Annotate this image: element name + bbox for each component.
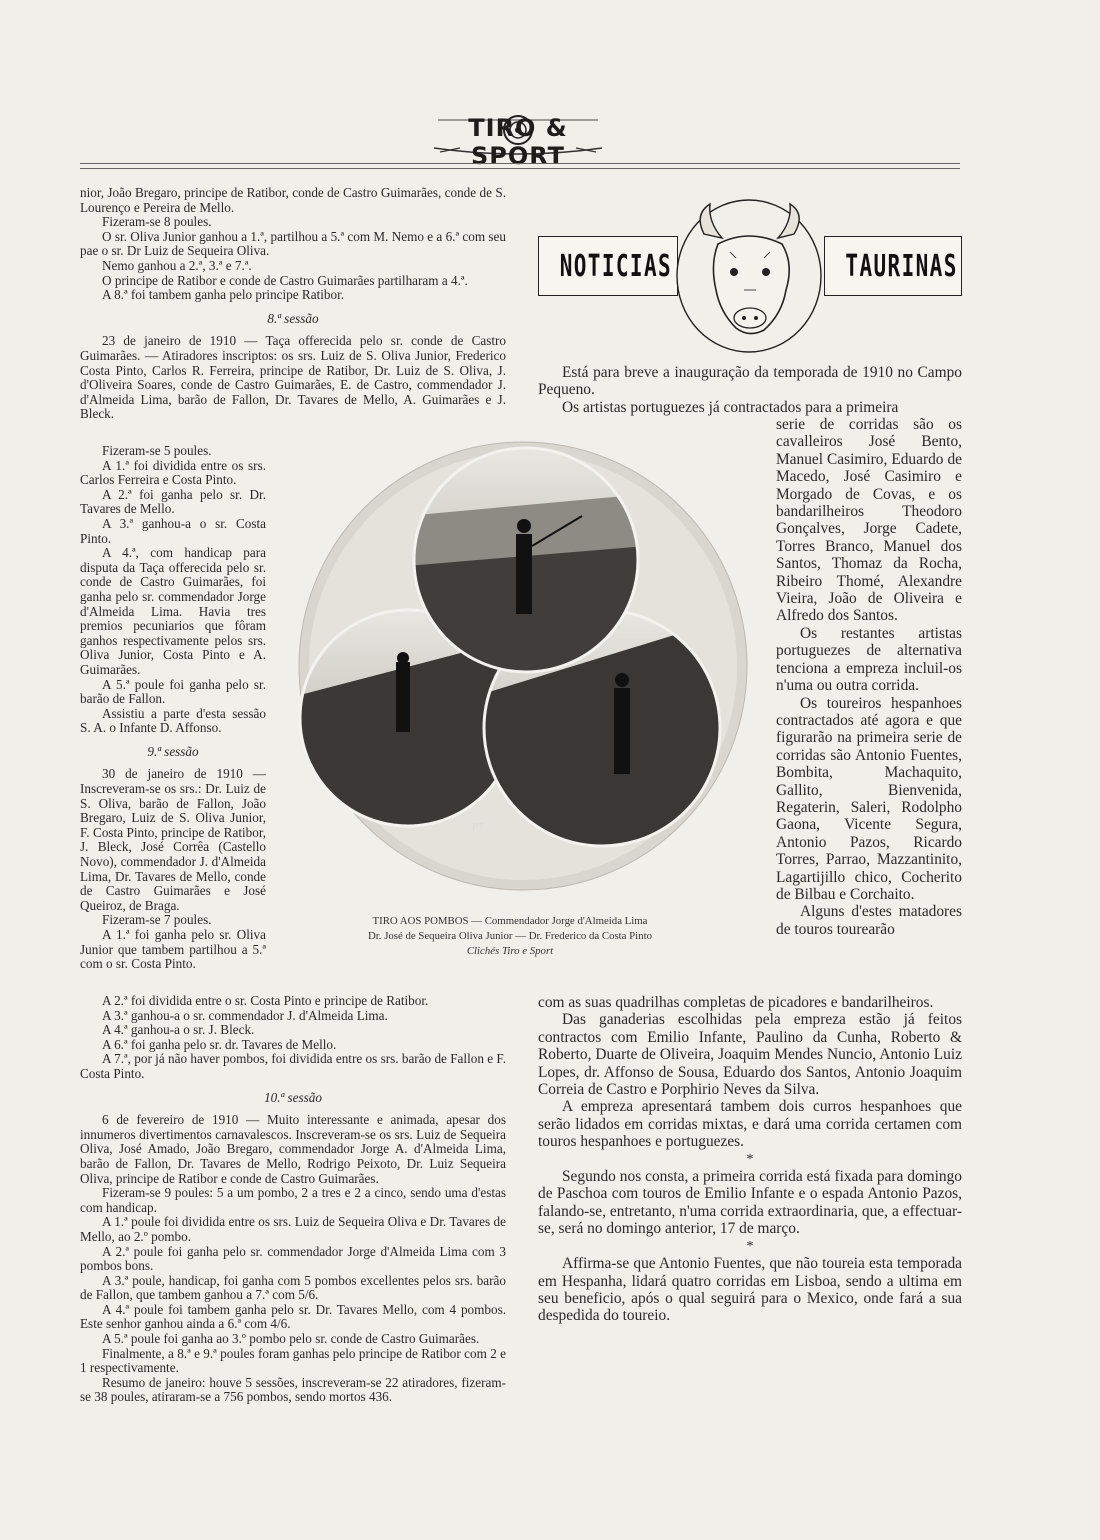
session-paragraph: Finalmente, a 8.ª e 9.ª poules foram ganhas pelo principe de Ratibor com 2 e 1 respectivamente. <box>80 1345 506 1376</box>
noticias-narrow <box>776 416 962 938</box>
noticias-intro <box>538 364 962 416</box>
header-right-box <box>824 236 962 296</box>
monogram-icon: PT <box>472 822 485 833</box>
left-intro-block <box>80 186 506 422</box>
text-line: A 8.ª foi tambem ganha pelo principe Ratibor. <box>102 287 345 303</box>
news-paragraph: Segundo nos consta, a primeira corrida está fixada para domingo de Paschoa com touros de Emilio Infante e o espada Antonio Pazos, falando-se, entretanto, n'uma corrida extraordinaria, que, a effectuar-se, será no domingo anterior, 17 de março. <box>538 1168 962 1238</box>
session-paragraph: 23 de janeiro de 1910 — Taça offerecida pelo sr. conde de Castro Guimarães. — Atiradores inscriptos: os srs. Luiz de S. Oliva Junior, Frederico Costa Pinto, Carlos R. Ferreira, principe de Ratibor, Dr. Luiz de S. Oliva, J. d'Oliveira Soares, conde de Castro Guimarães, E. de Castro, commendador J. d'Almeida Lima, barão de Fallon, Dr. Tavares de Mello, A. Guimarães e J. Bleck. <box>80 333 506 422</box>
header-rule <box>80 163 960 164</box>
caption-line: TIRO AOS POMBOS — Commendador Jorge d'Almeida Lima <box>372 915 648 927</box>
text-line: Fizeram-se 8 poules. <box>102 214 212 230</box>
section-separator: * <box>746 1151 754 1167</box>
shooting-photos-image <box>296 436 750 896</box>
header-rule <box>80 168 960 169</box>
session-heading: 9.ª sessão <box>147 743 199 759</box>
text-line: A 1.ª foi ganha pelo sr. Oliva Junior que tambem partilhou a 5.ª com o sr. Costa Pinto. <box>80 927 266 972</box>
session-paragraph: Resumo de janeiro: houve 5 sessões, inscreveram-se 22 atiradores, fizeram-se 38 poules, atiraram-se a 756 pombos, sendo mortos 436. <box>80 1374 506 1405</box>
text-line: A 6.ª foi ganha pelo sr. dr. Tavares de Mello. <box>102 1036 337 1052</box>
session-paragraph: A 4.ª poule foi tambem ganha pelo sr. Dr. Tavares Mello, com 4 pombos. Este senhor ganhou ainda a 6.ª com 4/6. <box>80 1301 506 1332</box>
text-line: A 5.ª poule foi ganha pelo sr. barão de Fallon. <box>80 676 266 707</box>
text-line: A 3.ª ganhou-a o sr. Costa Pinto. <box>80 515 266 546</box>
header-left-title: NOTICIAS <box>559 249 673 284</box>
session-paragraph: A 3.ª poule, handicap, foi ganha com 5 pombos excellentes pelos srs. barão de Fallon, que tambem ganhou a 7.ª com 5/6. <box>80 1272 506 1303</box>
text-line: 30 de janeiro de 1910 — Inscreveram-se os srs.: Dr. Luiz de S. Oliva, barão de Fallon, João Bregaro, Luiz de S. Oliva Junior, F. Costa Pinto, principe de Ratibor, J. Bleck, José Corrêa (Castello Novo), commendador J. d'Almeida Lima, Dr. Tavares de Mello, conde de Castro Guimarães e José Queiroz, de Braga. <box>80 766 266 913</box>
text-line: Nemo ganhou a 2.ª, 3.ª e 7.ª. <box>102 257 252 273</box>
bull-head-icon <box>674 194 824 354</box>
masthead-logo <box>430 108 606 170</box>
section-separator: * <box>746 1238 754 1254</box>
header-right-title: TAURINAS <box>845 249 958 284</box>
left-session8-narrow <box>80 444 266 972</box>
text-line: O sr. Oliva Junior ganhou a 1.ª, partilhou a 5.ª com M. Nemo e a 6.ª com seu pae o sr. Dr Luiz de Sequeira Oliva. <box>80 228 506 259</box>
news-paragraph: Os artistas portuguezes já contractados para a primeira <box>562 398 899 416</box>
text-line: Fizeram-se 5 poules. <box>102 443 212 458</box>
noticias-header <box>538 194 962 354</box>
session-paragraph: 6 de fevereiro de 1910 — Muito interessante e animada, apesar dos innumeros divertimentos carnavalescos. Inscreveram-se os srs. Luiz de Sequeira Oliva, José Amado, João Bregaro, commendador Jorge A. d'Almeida Lima, barão de Fallon, Dr. Tavares de Mello, Rodrigo Peixoto, Dr. Luiz Sequeira Oliva, principe de Ratibor e conde de Castro Guimarães. <box>80 1112 506 1186</box>
news-paragraph: Das ganaderias escolhidas pela empreza estão já feitos contractos com Emilio Infante, Paulino da Cunha, Roberto & Roberto, Duarte de Oliveira, Joaquim Mendes Nuncio, Antonio Luiz Lopes, dr. Affonso de Sousa, Eduardo dos Santos, Antonio Joaquim Correia de Castro e Porphirio Neves da Silva. <box>538 1011 962 1099</box>
photo-caption <box>330 914 690 959</box>
text-line: A 2.ª foi ganha pelo sr. Dr. Tavares de Mello. <box>80 486 266 517</box>
text-line: nior, João Bregaro, principe de Ratibor, conde de Castro Guimarães, conde de S. Lourenço e Pereira de Mello. <box>80 185 506 215</box>
text-line: Fizeram-se 7 poules. <box>102 912 212 928</box>
text-line: Assistiu a parte d'esta sessão S. A. o Infante D. Affonso. <box>80 705 266 736</box>
header-left-box <box>538 236 678 296</box>
text-line: A 1.ª foi dividida entre os srs. Carlos Ferreira e Costa Pinto. <box>80 457 266 488</box>
news-paragraph: serie de corridas são os cavalleiros José Bento, Manuel Casimiro, Eduardo de Macedo, José Casimiro e Morgado de Covas, e os bandarilheiros Theodoro Gonçalves, Jorge Cadete, Torres Branco, Manuel dos Santos, Thomaz da Rocha, Ribeiro Thomé, Alexandre Vieira, João de Oliveira e Alfredo dos Santos. <box>776 416 962 625</box>
news-paragraph: Affirma-se que Antonio Fuentes, que não toureia esta temporada em Hespanha, lidará quatro corridas em Lisboa, sendo a ultima em seu beneficio, após o qual seguirá para o Mexico, onde fará a sua despedida do toureio. <box>538 1255 962 1325</box>
session-paragraph: A 1.ª poule foi dividida entre os srs. Luiz de Sequeira Oliva e Dr. Tavares de Mello, ao 2.º pombo. <box>80 1214 506 1244</box>
session-paragraph: Fizeram-se 9 poules: 5 a um pombo, 2 a tres e 2 a cinco, sendo uma d'estas com handicap. <box>80 1185 506 1215</box>
text-line: O principe de Ratibor e conde de Castro Guimarães partilharam a 4.ª. <box>102 272 468 288</box>
photo-cluster <box>296 436 750 896</box>
session-heading: 10.ª sessão <box>264 1089 322 1105</box>
masthead-title: TIRO & SPORT <box>468 114 568 170</box>
session-heading: 8.ª sessão <box>267 310 319 326</box>
news-paragraph: Os restantes artistas portuguezes de alternativa tenciona a empreza incluil-os n'uma ou outra corrida. <box>776 624 962 695</box>
noticias-wide <box>538 994 962 1325</box>
text-line: A 4.ª, com handicap para disputa da Taça offerecida pelo sr. conde de Castro Guimarães, foi ganha pelo sr. commendador Jorge d'Almeida Lima. Havia tres premios pecuniarios que fôram ganhos respectivamente pelos srs. Oliva Junior, Costa Pinto e A. Guimarães. <box>80 545 266 677</box>
caption-credit: Clichés Tiro e Sport <box>466 945 554 957</box>
news-paragraph: Os toureiros hespanhoes contractados até agora e que figurarão na primeira serie de corridas são Antonio Fuentes, Bombita, Machaquito, Gallito, Bienvenida, Regaterin, Saleri, Rodolpho Gaona, Vicente Segura, Antonio Pazos, Ricardo Torres, Parrao, Mazzantinito, Lagartijillo chico, Cocherito de Bilbau e Corchaito. <box>776 694 962 903</box>
text-line: A 3.ª ganhou-a o sr. commendador J. d'Almeida Lima. <box>102 1007 388 1023</box>
news-paragraph: Está para breve a inauguração da temporada de 1910 no Campo Pequeno. <box>538 364 962 399</box>
left-session9-wide <box>80 994 506 1405</box>
news-paragraph: com as suas quadrilhas completas de picadores e bandarilheiros. <box>538 994 934 1011</box>
caption-line: Dr. José de Sequeira Oliva Junior — Dr. Frederico da Costa Pinto <box>368 930 652 942</box>
session-paragraph: A 2.ª poule foi ganha pelo sr. commendador Jorge d'Almeida Lima com 3 pombos bons. <box>80 1243 506 1274</box>
news-paragraph: A empreza apresentará tambem dois curros hespanhoes que serão lidados em corridas mixtas, e dará uma corrida certamen com touros hespanhoes e portuguezes. <box>538 1098 962 1151</box>
text-line: A 7.ª, por já não haver pombos, foi dividida entre os srs. barão de Fallon e F. Costa Pinto. <box>80 1051 506 1081</box>
text-line: A 2.ª foi dividida entre o sr. Costa Pinto e principe de Ratibor. <box>102 993 429 1008</box>
session-paragraph: A 5.ª poule foi ganha ao 3.º pombo pelo sr. conde de Castro Guimarães. <box>102 1331 480 1347</box>
news-paragraph: Alguns d'estes matadores de touros tourearão <box>776 903 962 938</box>
text-line: A 4.ª ganhou-a o sr. J. Bleck. <box>102 1022 255 1038</box>
